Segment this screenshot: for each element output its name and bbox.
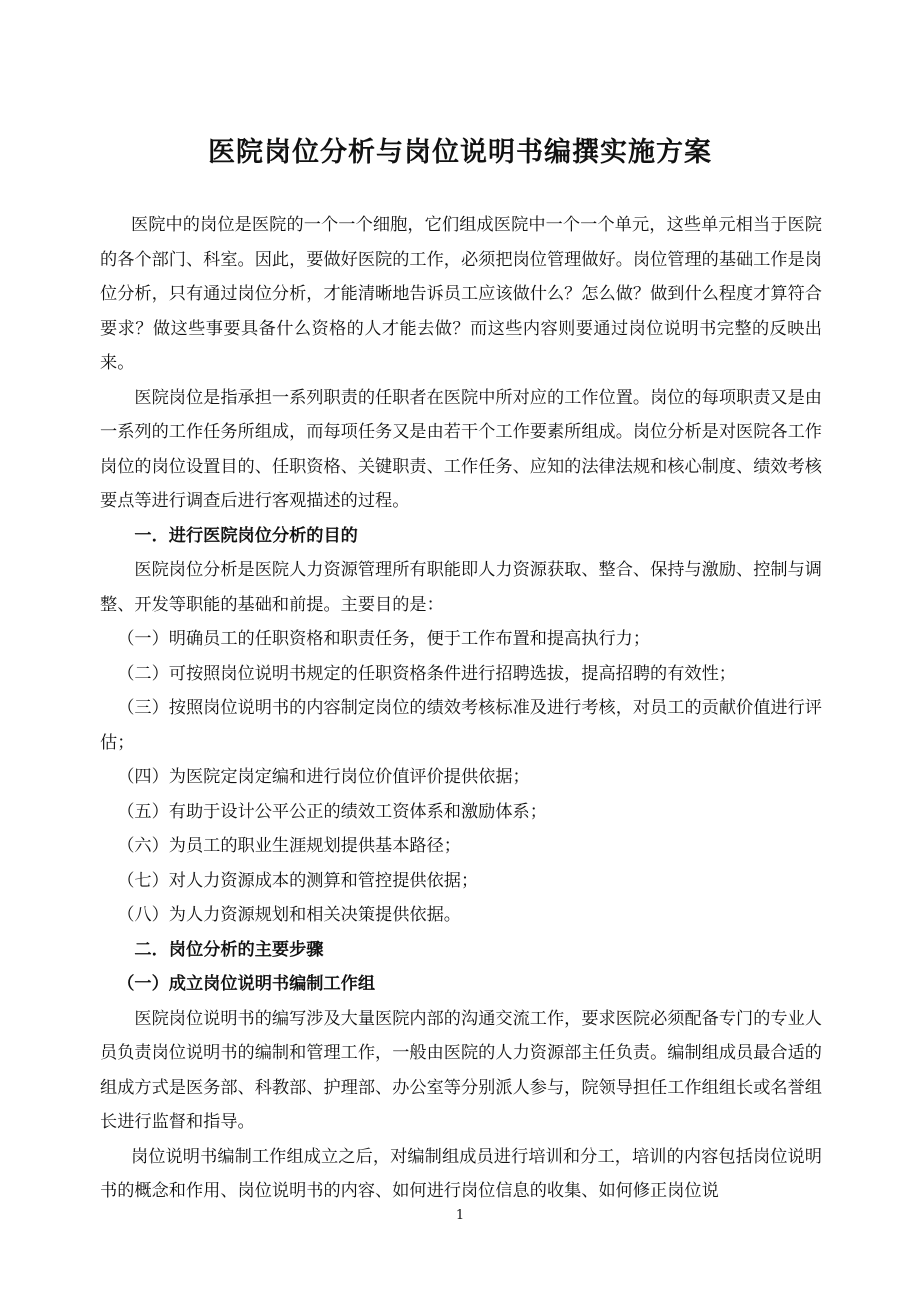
section-1-intro: 医院岗位分析是医院人力资源管理所有职能即人力资源获取、整合、保持与激励、控制与调整、开发等职能的基础和前提。主要目的是： (100, 560, 822, 615)
purpose-item-8: （八）为人力资源规划和相关决策提供依据。 (117, 905, 461, 925)
purpose-item-4: （四）为医院定岗定编和进行岗位价值评价提供依据； (117, 767, 530, 787)
section-2-paragraph-1: 医院岗位说明书的编写涉及大量医院内部的沟通交流工作，要求医院必须配备专门的专业人员负责岗位说明书的编制和管理工作，一般由医院的人力资源部主任负责。编制组成员最合适的组成方式是医务部、科教部、护理部、办公室等分别派人参与，院领导担任工作组组长或名誉组长进行监督和指导。 (100, 1008, 822, 1132)
document-title: 医院岗位分析与岗位说明书编撰实施方案 (208, 137, 712, 168)
intro-paragraph-1: 医院中的岗位是医院的一个一个细胞，它们组成医院中一个一个单元，这些单元相当于医院的各个部门、科室。因此，要做好医院的工作，必须把岗位管理做好。岗位管理的基础工作是岗位分析，只有通过岗位分析，才能清晰地告诉员工应该做什么？怎么做？做到什么程度才算符合要求？做这些事要具备什么资格的人才能去做？而这些内容则要通过岗位说明书完整的反映出来。 (100, 215, 822, 373)
page-number: 1 (455, 1208, 465, 1223)
section-2-paragraph-2: 岗位说明书编制工作组成立之后，对编制组成员进行培训和分工，培训的内容包括岗位说明书的概念和作用、岗位说明书的内容、如何进行岗位信息的收集、如何修正岗位说 (100, 1146, 822, 1201)
purpose-item-7: （七）对人力资源成本的测算和管控提供依据； (117, 870, 479, 891)
purpose-item-5: （五）有助于设计公平公正的绩效工资体系和激励体系； (117, 801, 547, 822)
purpose-item-2: （二）可按照岗位说明书规定的任职资格条件进行招聘选拔，提高招聘的有效性； (117, 663, 736, 684)
intro-paragraph-2: 医院岗位是指承担一系列职责的任职者在医院中所对应的工作位置。岗位的每项职责又是由一系列的工作任务所组成，而每项任务又是由若干个工作要素所组成。岗位分析是对医院各工作岗位的岗位设置目的、任职资格、关键职责、工作任务、应知的法律法规和核心制度、绩效考核要点等进行调查后进行客观描述的过程。 (100, 387, 822, 511)
document-body (100, 208, 822, 1209)
section-1-heading: 一．进行医院岗位分析的目的 (134, 525, 358, 546)
purpose-item-1: （一）明确员工的任职资格和职责任务，便于工作布置和提高执行力； (117, 629, 651, 649)
section-2-heading: 二．岗位分析的主要步骤 (134, 939, 324, 960)
section-2-subheading-1: （一）成立岗位说明书编制工作组 (117, 974, 376, 994)
purpose-item-6: （六）为员工的职业生涯规划提供基本路径； (117, 836, 461, 856)
purpose-item-3: （三）按照岗位说明书的内容制定岗位的绩效考核标准及进行考核，对员工的贡献价值进行评估； (100, 698, 822, 753)
